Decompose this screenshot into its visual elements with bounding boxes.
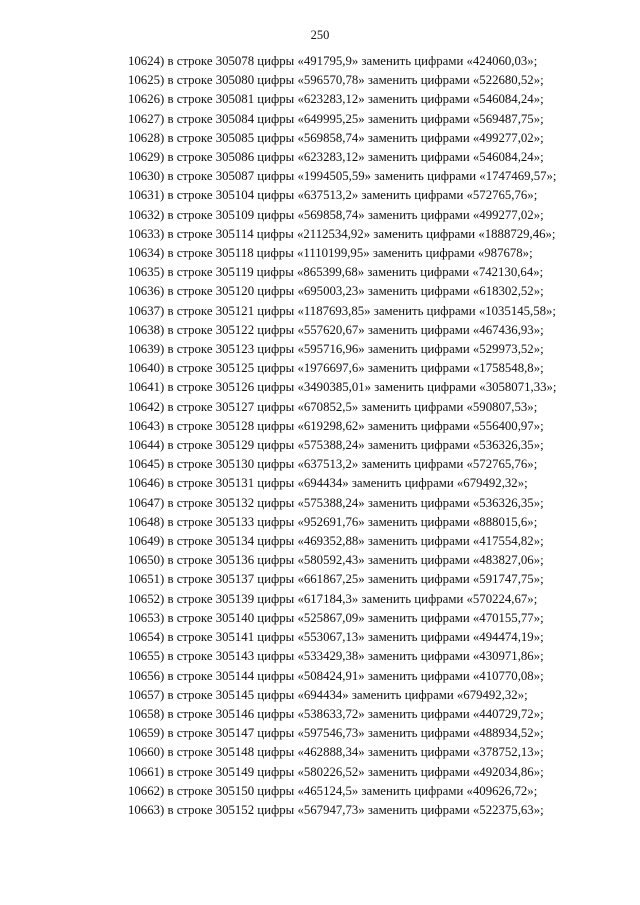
amendment-item: 10654) в строке 305141 цифры «553067,13» заменить цифрами «494474,19»; (128, 630, 544, 645)
amendment-item: 10649) в строке 305134 цифры «469352,88» заменить цифрами «417554,82»; (128, 534, 544, 549)
amendment-item: 10645) в строке 305130 цифры «637513,2» заменить цифрами «572765,76»; (128, 457, 538, 472)
amendment-item: 10630) в строке 305087 цифры «1994505,59» заменить цифрами «1747469,57»; (128, 169, 557, 184)
amendment-item: 10643) в строке 305128 цифры «619298,62» заменить цифрами «556400,97»; (128, 418, 544, 433)
amendment-item: 10650) в строке 305136 цифры «580592,43» заменить цифрами «483827,06»; (128, 553, 544, 568)
amendment-item: 10646) в строке 305131 цифры «694434» заменить цифрами «679492,32»; (128, 476, 528, 491)
amendment-item: 10633) в строке 305114 цифры «2112534,92» заменить цифрами «1888729,46»; (128, 226, 556, 241)
amendment-item: 10642) в строке 305127 цифры «670852,5» заменить цифрами «590807,53»; (128, 399, 538, 414)
amendment-item: 10660) в строке 305148 цифры «462888,34» заменить цифрами «378752,13»; (128, 745, 544, 760)
amendment-item: 10631) в строке 305104 цифры «637513,2» заменить цифрами «572765,76»; (128, 188, 538, 203)
amendment-item: 10661) в строке 305149 цифры «580226,52» заменить цифрами «492034,86»; (128, 764, 544, 779)
amendment-item: 10648) в строке 305133 цифры «952691,76» заменить цифрами «888015,6»; (128, 514, 538, 529)
amendment-item: 10651) в строке 305137 цифры «661867,25» заменить цифрами «591747,75»; (128, 572, 544, 587)
amendment-item: 10634) в строке 305118 цифры «1110199,95» заменить цифрами «987678»; (128, 246, 533, 261)
amendment-item: 10632) в строке 305109 цифры «569858,74» заменить цифрами «499277,02»; (128, 207, 544, 222)
amendment-item: 10647) в строке 305132 цифры «575388,24» заменить цифрами «536326,35»; (128, 495, 544, 510)
amendment-item: 10628) в строке 305085 цифры «569858,74» заменить цифрами «499277,02»; (128, 130, 544, 145)
amendment-item: 10652) в строке 305139 цифры «617184,3» заменить цифрами «570224,67»; (128, 591, 538, 606)
amendment-item: 10663) в строке 305152 цифры «567947,73» заменить цифрами «522375,63»; (128, 802, 544, 817)
amendment-item: 10640) в строке 305125 цифры «1976697,6» заменить цифрами «1758548,8»; (128, 361, 544, 376)
page-number: 250 (310, 28, 330, 42)
amendment-item: 10644) в строке 305129 цифры «575388,24» заменить цифрами «536326,35»; (128, 438, 544, 453)
amendment-list (91, 52, 603, 820)
amendment-item: 10626) в строке 305081 цифры «623283,12» заменить цифрами «546084,24»; (128, 92, 544, 107)
amendment-item: 10639) в строке 305123 цифры «595716,96» заменить цифрами «529973,52»; (128, 342, 544, 357)
amendment-item: 10637) в строке 305121 цифры «1187693,85» заменить цифрами «1035145,58»; (128, 303, 556, 318)
amendment-item: 10656) в строке 305144 цифры «508424,91» заменить цифрами «410770,08»; (128, 668, 544, 683)
amendment-item: 10657) в строке 305145 цифры «694434» заменить цифрами «679492,32»; (128, 687, 528, 702)
amendment-item: 10653) в строке 305140 цифры «525867,09» заменить цифрами «470155,77»; (128, 610, 544, 625)
amendment-item: 10655) в строке 305143 цифры «533429,38» заменить цифрами «430971,86»; (128, 649, 544, 664)
amendment-item: 10662) в строке 305150 цифры «465124,5» заменить цифрами «409626,72»; (128, 783, 538, 798)
amendment-item: 10636) в строке 305120 цифры «695003,23» заменить цифрами «618302,52»; (128, 284, 544, 299)
amendment-item: 10625) в строке 305080 цифры «596570,78» заменить цифрами «522680,52»; (128, 73, 544, 88)
amendment-item: 10659) в строке 305147 цифры «597546,73» заменить цифрами «488934,52»; (128, 726, 544, 741)
amendment-item: 10638) в строке 305122 цифры «557620,67» заменить цифрами «467436,93»; (128, 322, 544, 337)
amendment-item: 10635) в строке 305119 цифры «865399,68» заменить цифрами «742130,64»; (128, 265, 544, 280)
amendment-item: 10624) в строке 305078 цифры «491795,9» заменить цифрами «424060,03»; (128, 54, 538, 68)
amendment-item: 10627) в строке 305084 цифры «649995,25» заменить цифрами «569487,75»; (128, 111, 544, 126)
amendment-item: 10641) в строке 305126 цифры «3490385,01» заменить цифрами «3058071,33»; (128, 380, 557, 395)
amendment-item: 10658) в строке 305146 цифры «538633,72» заменить цифрами «440729,72»; (128, 706, 544, 721)
amendment-item: 10629) в строке 305086 цифры «623283,12» заменить цифрами «546084,24»; (128, 150, 544, 165)
